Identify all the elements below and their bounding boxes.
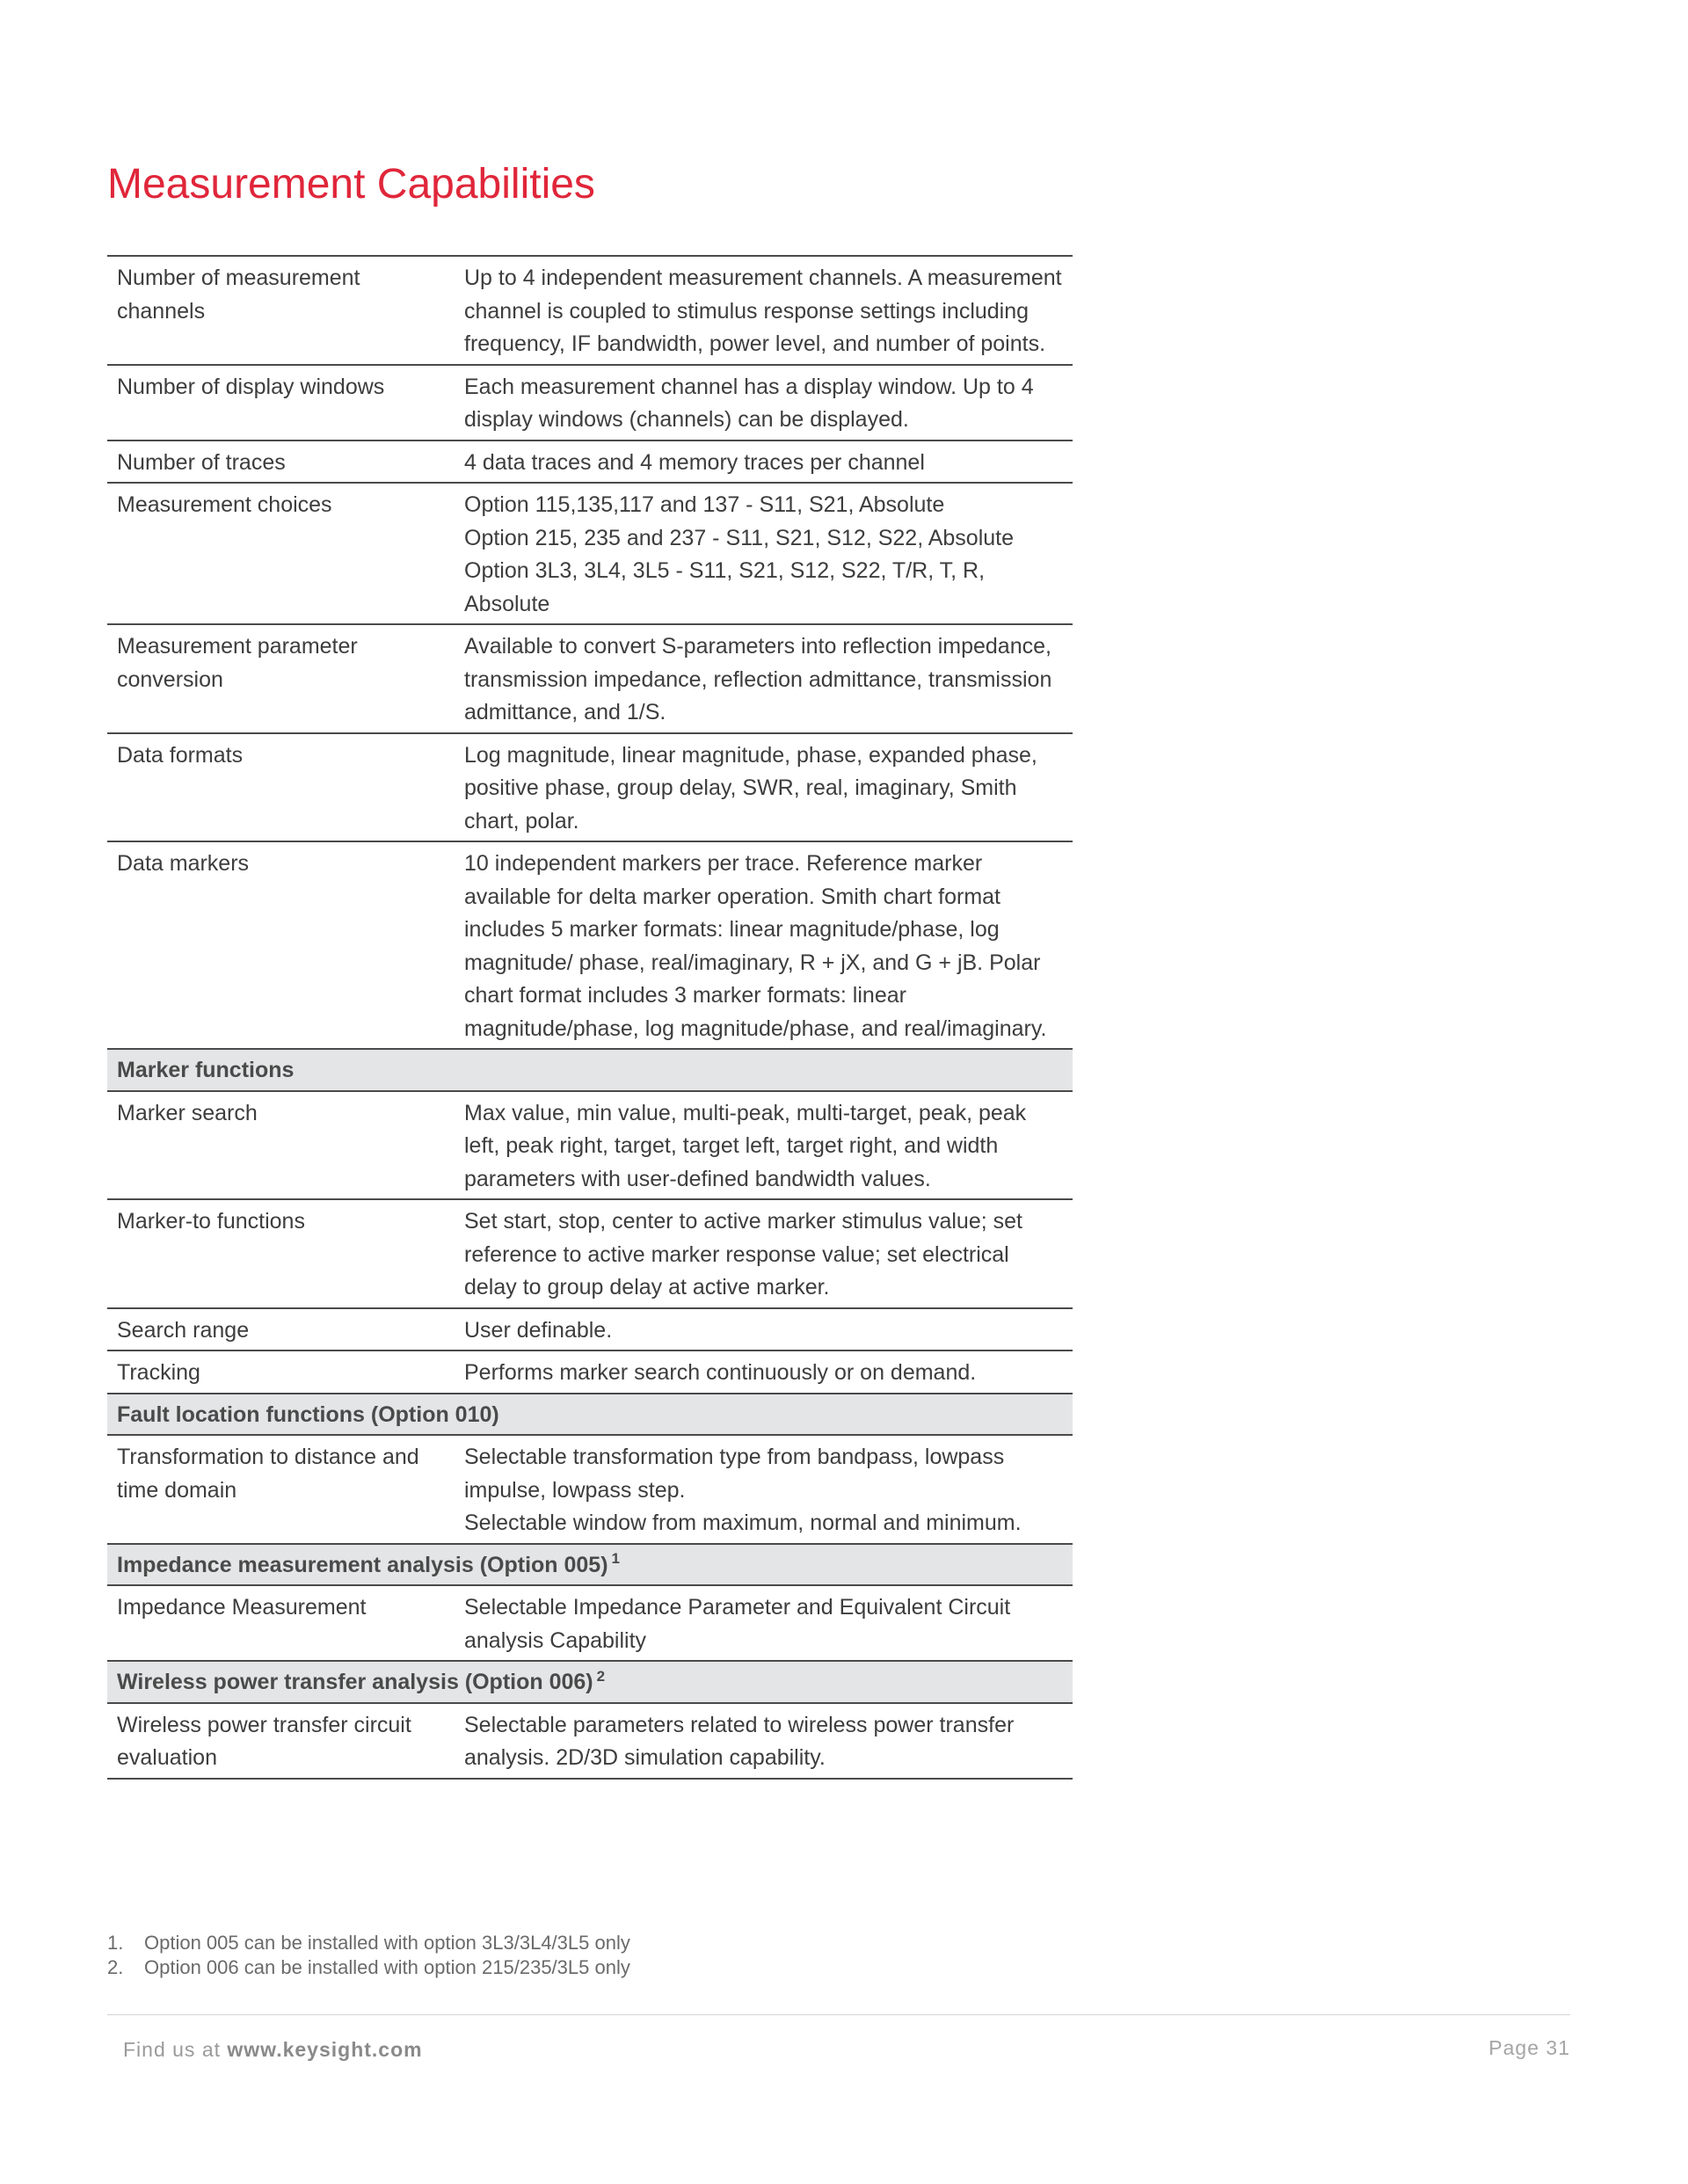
footnote-number: 1.	[107, 1932, 124, 1954]
spec-row	[107, 483, 1073, 624]
footer-divider	[107, 2014, 1570, 2015]
spec-value	[447, 624, 1073, 733]
spec-value-line: Performs marker search continuously or on demand.	[464, 1360, 977, 1385]
spec-row	[107, 1585, 1073, 1661]
spec-label: Tracking	[107, 1350, 447, 1394]
spec-table	[107, 255, 1073, 1780]
spec-label: Impedance Measurement	[107, 1585, 447, 1661]
spec-value	[447, 1585, 1073, 1661]
page-number: Page 31	[1488, 2036, 1570, 2059]
section-header-row	[107, 1661, 1073, 1703]
spec-value-line: Option 215, 235 and 237 - S11, S21, S12, S22, Absolute	[464, 525, 1014, 550]
spec-value-line: Option 3L3, 3L4, 3L5 - S11, S21, S12, S22, T/R, T, R, Absolute	[464, 558, 986, 616]
spec-label: Data markers	[107, 841, 447, 1049]
spec-row	[107, 440, 1073, 484]
spec-label: Marker search	[107, 1091, 447, 1200]
spec-value	[447, 256, 1073, 365]
spec-value-line: Log magnitude, linear magnitude, phase, expanded phase, positive phase, group delay, SWR, real, imaginary, Smith chart, polar.	[464, 742, 1037, 834]
spec-value	[447, 1308, 1073, 1351]
spec-value-line: Set start, stop, center to active marker stimulus value; set reference to active marker response value; set electrical delay to group delay at active marker.	[464, 1209, 1022, 1299]
spec-value-line: Option 115,135,117 and 137 - S11, S21, Absolute	[464, 492, 945, 517]
section-title: Wireless power transfer analysis (Option 006)	[117, 1670, 593, 1694]
section-title: Impedance measurement analysis (Option 005)	[117, 1552, 608, 1577]
section-header	[107, 1049, 1073, 1091]
page-title: Measurement Capabilities	[107, 161, 595, 207]
section-header-row	[107, 1049, 1073, 1091]
section-header-row	[107, 1544, 1073, 1586]
website-link[interactable]: www.keysight.com	[227, 2038, 423, 2061]
spec-label: Measurement choices	[107, 483, 447, 624]
section-header	[107, 1394, 1073, 1436]
spec-value-line: Up to 4 independent measurement channels. A measurement channel is coupled to stimulus response settings including frequency, IF bandwidth, power level, and number of points.	[464, 266, 1062, 356]
spec-value	[447, 483, 1073, 624]
spec-value	[447, 1199, 1073, 1308]
section-title: Fault location functions (Option 010)	[117, 1401, 499, 1427]
footnote	[107, 1931, 630, 1955]
spec-row	[107, 1308, 1073, 1351]
spec-row	[107, 841, 1073, 1049]
spec-value-line: Selectable transformation type from bandpass, lowpass impulse, lowpass step.	[464, 1445, 1005, 1503]
footnote-reference: 1	[611, 1550, 621, 1568]
spec-row	[107, 256, 1073, 365]
spec-label: Number of display windows	[107, 365, 447, 440]
spec-label: Number of measurement channels	[107, 256, 447, 365]
spec-label: Search range	[107, 1308, 447, 1351]
footnote-text: Option 006 can be installed with option 215/235/3L5 only	[144, 1956, 630, 1978]
spec-value	[447, 841, 1073, 1049]
spec-value-line: 4 data traces and 4 memory traces per channel	[464, 449, 925, 475]
section-header	[107, 1661, 1073, 1703]
spec-value-line: Max value, min value, multi-peak, multi-target, peak, peak left, peak right, target, target left, target right, and width parameters with user-defined bandwidth values.	[464, 1100, 1027, 1191]
footnote-text: Option 005 can be installed with option 3L3/3L4/3L5 only	[144, 1932, 630, 1954]
spec-row	[107, 365, 1073, 440]
spec-value	[447, 365, 1073, 440]
spec-label: Measurement parameter conversion	[107, 624, 447, 733]
spec-label: Marker-to functions	[107, 1199, 447, 1308]
spec-value	[447, 1435, 1073, 1544]
spec-row	[107, 1350, 1073, 1394]
section-title: Marker functions	[117, 1058, 295, 1082]
spec-row	[107, 1199, 1073, 1308]
spec-value	[447, 440, 1073, 484]
spec-label: Transformation to distance and time domain	[107, 1435, 447, 1544]
footnote	[107, 1955, 630, 1980]
spec-value-line: User definable.	[464, 1317, 613, 1343]
spec-value-line: Selectable window from maximum, normal and minimum.	[464, 1511, 1022, 1535]
spec-value	[447, 733, 1073, 842]
spec-label: Number of traces	[107, 440, 447, 484]
section-header	[107, 1544, 1073, 1586]
spec-value	[447, 1350, 1073, 1394]
spec-value	[447, 1703, 1073, 1779]
spec-value-line: 10 independent markers per trace. Reference marker available for delta marker operation. Smith chart format includes 5 marker formats: linear magnitude/phase, log magnitude/ phase, real/imaginary, R + jX, and G + jB. Polar chart format includes 3 marker formats: linear magnitude/phase, log magnitude/phase, and real/imaginary.	[464, 851, 1047, 1041]
spec-row	[107, 1435, 1073, 1544]
spec-value-line: Available to convert S-parameters into reflection impedance, transmission impedance, reflection admittance, transmission admittance, and 1/S.	[464, 634, 1052, 724]
spec-value-line: Each measurement channel has a display window. Up to 4 display windows (channels) can be displayed.	[464, 374, 1034, 432]
spec-row	[107, 1703, 1073, 1779]
footnote-number: 2.	[107, 1956, 124, 1978]
spec-value	[447, 1091, 1073, 1200]
spec-label: Data formats	[107, 733, 447, 842]
spec-row	[107, 1091, 1073, 1200]
footnotes	[107, 1931, 630, 1980]
spec-value-line: Selectable Impedance Parameter and Equivalent Circuit analysis Capability	[464, 1595, 1011, 1653]
spec-row	[107, 624, 1073, 733]
footer-prefix: Find us at	[123, 2038, 221, 2061]
spec-value-line: Selectable parameters related to wireless power transfer analysis. 2D/3D simulation capability.	[464, 1712, 1015, 1770]
spec-label: Wireless power transfer circuit evaluation	[107, 1703, 447, 1779]
spec-row	[107, 733, 1073, 842]
footnote-reference: 2	[596, 1667, 606, 1685]
section-header-row	[107, 1394, 1073, 1436]
footer-find-us	[123, 2038, 423, 2062]
